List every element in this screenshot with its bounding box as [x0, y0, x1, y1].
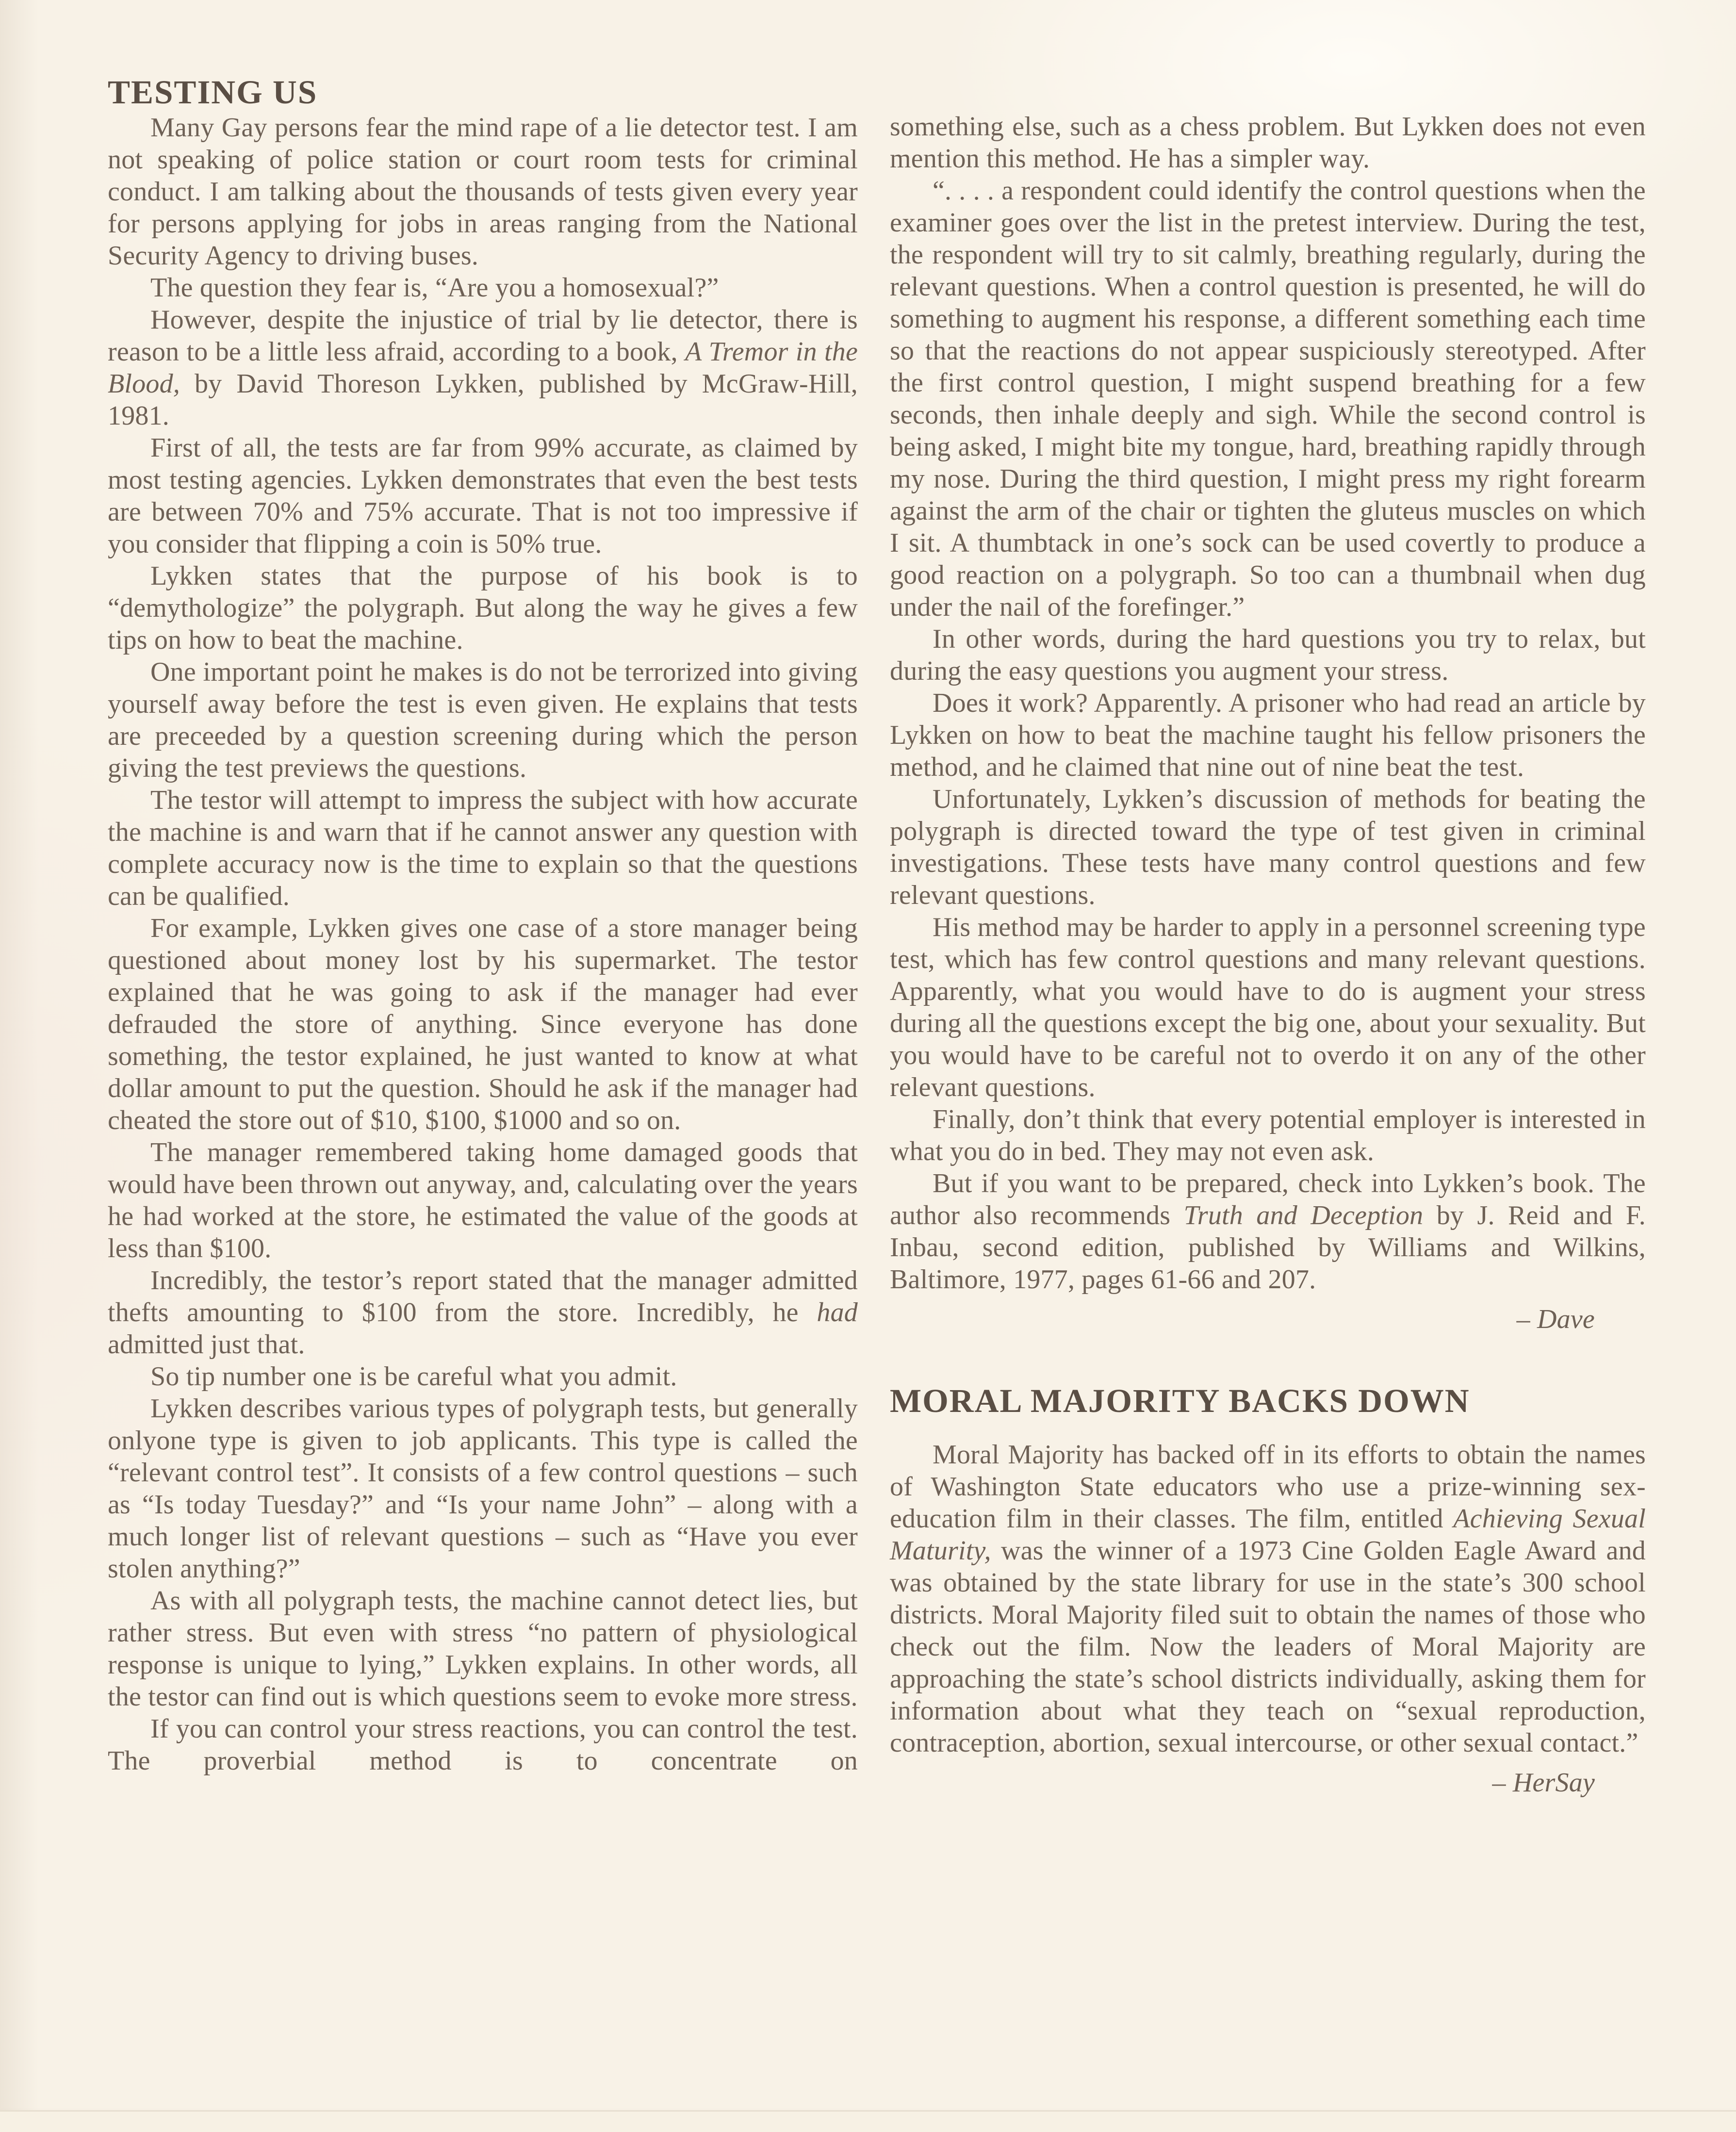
paragraph	[108, 1393, 858, 1585]
testing-us-right-paragraphs	[890, 111, 1646, 1296]
text-run: One important point he makes is do not be terrorized into giving yourself away before the test is even given. He explains that tests are preceeded by a question screening during which the person giving the test previews the questions.	[108, 657, 858, 783]
paragraph	[108, 1713, 858, 1777]
paragraph	[108, 272, 858, 304]
page-below-edge	[0, 2112, 1736, 2132]
text-run: The testor will attempt to impress the subject with how accurate the machine is and warn that if he cannot answer any question with complete accuracy now is the time to explain so that the questions can be qualified.	[108, 785, 858, 911]
paragraph	[890, 687, 1646, 783]
moral-majority-paragraphs	[890, 1439, 1646, 1759]
text-run: had	[817, 1297, 858, 1328]
paragraph	[108, 304, 858, 432]
text-run: A Tremor in the Blood,	[108, 337, 858, 399]
text-run: was the winner of a 1973 Cine Golden Eagle Award and was obtained by the state library for use in the state’s 300 school districts. Moral Majority filed suit to obtain the names of those who check out the film. Now the leaders of Moral Majority are approaching the state’s school districts individually, asking them for information about what they teach on “sexual reproduction, contraception, abortion, sexual intercourse, or other sexual contact.”	[890, 1536, 1646, 1758]
text-run: by David Thoreson Lykken, published by McGraw-Hill, 1981.	[108, 369, 858, 431]
text-run: Lykken describes various types of polygraph tests, but generally onlyone type is given to job applicants. This type is called the “relevant control test”. It consists of a few control questions – such as “Is today Tuesday?” and “Is your name John” – along with a much longer list of relevant questions – such as “Have you ever stolen anything?”	[108, 1394, 858, 1584]
text-run: Does it work? Apparently. A prisoner who had read an article by Lykken on how to beat the machine taught his fellow prisoners the method, and he claimed that nine out of nine beat the test.	[890, 688, 1646, 782]
paragraph	[890, 623, 1646, 687]
paragraph	[108, 1361, 858, 1393]
text-run: However, despite the injustice of trial by lie detector, there is reason to be a little less afraid, according to a book,	[108, 305, 858, 367]
paragraph	[890, 175, 1646, 623]
byline-dave: – Dave	[1516, 1304, 1595, 1334]
text-run: Achieving Sexual Maturity,	[890, 1504, 1646, 1566]
text-run: First of all, the tests are far from 99% accurate, as claimed by most testing agencies. Lykken demonstrates that even the best tests are between 70% and 75% accurate. That is not too impressive if you consider that flipping a coin is 50% true.	[108, 433, 858, 559]
paragraph	[108, 1264, 858, 1361]
paragraph	[890, 1439, 1646, 1759]
text-run: His method may be harder to apply in a personnel screening type test, which has few control questions and many relevant questions. Apparently, what you would have to do is augment your stress during all the questions except the big one, about your sexuality. But you would have to be careful not to overdo it on any of the other relevant questions.	[890, 912, 1646, 1102]
paragraph	[890, 1167, 1646, 1296]
text-run: The question they fear is, “Are you a homosexual?”	[150, 273, 719, 303]
text-run: by J. Reid and F. Inbau, second edition, published by Williams and Wilkins, Baltimore, 1977, pages 61-66 and 207.	[890, 1200, 1646, 1295]
text-run: Unfortunately, Lykken’s discussion of methods for beating the polygraph is directed toward the type of test given in criminal investigations. These tests have many control questions and few relevant questions.	[890, 784, 1646, 910]
paragraph	[108, 1136, 858, 1264]
paragraph	[108, 784, 858, 912]
right-column	[890, 111, 1646, 1799]
text-run: If you can control your stress reactions, you can control the test. The proverbial method is to concentrate on	[108, 1714, 858, 1776]
paragraph	[890, 1103, 1646, 1167]
text-run: something else, such as a chess problem. But Lykken does not even mention this method. He has a simpler way.	[890, 112, 1646, 174]
text-run: “. . . . a respondent could identify the control questions when the examiner goes over the list in the pretest interview. During the test, the respondent will try to sit calmly, breathing regularly, during the relevant questions. When a control question is presented, he will do something to augment his response, a different something each time so that the reactions do not appear suspiciously stereotyped. After the first control question, I might suspend breathing for a few seconds, then inhale deeply and sigh. While the second control is being asked, I might bite my tongue, hard, breathing rapidly through my nose. During the third question, I might press my right forearm against the arm of the chair or tighten the gluteus muscles on which I sit. A thumbtack in one’s sock can be used covertly to produce a good reaction on a polygraph. So too can a thumbnail when dug under the nail of the forefinger.”	[890, 176, 1646, 622]
text-run: Lykken states that the purpose of his book is to “demythologize” the polygraph. But along the way he gives a few tips on how to beat the machine.	[108, 561, 858, 655]
article-title-testing-us: TESTING US	[108, 74, 318, 111]
text-run: For example, Lykken gives one case of a store manager being questioned about money lost by his supermarket. The testor explained that he was going to ask if the manager had ever defrauded the store of anything. Since everyone has done something, the testor explained, he just wanted to know at what dollar amount to put the question. Should he ask if the manager had cheated the store out of $10, $100, $1000 and so on.	[108, 913, 858, 1135]
paragraph	[108, 1585, 858, 1713]
text-run: Many Gay persons fear the mind rape of a lie detector test. I am not speaking of police station or court room tests for criminal conduct. I am talking about the thousands of tests given every year for persons applying for jobs in areas ranging from the National Security Agency to driving buses.	[108, 113, 858, 271]
paragraph	[890, 911, 1646, 1103]
text-run: But if you want to be prepared, check into Lykken’s book. The author also recommends	[890, 1168, 1646, 1230]
paragraph	[108, 112, 858, 272]
text-run: In other words, during the hard questions you try to relax, but during the easy questions you augment your stress.	[890, 624, 1646, 686]
article-title-moral-majority: MORAL MAJORITY BACKS DOWN	[890, 1382, 1470, 1419]
paragraph	[108, 656, 858, 784]
left-column	[108, 73, 858, 1777]
paragraph	[890, 783, 1646, 911]
paragraph	[108, 912, 858, 1136]
text-run: Incredibly, the testor’s report stated that the manager admitted thefts amounting to $100 from the store. Incredibly, he	[108, 1265, 858, 1328]
text-run: So tip number one is be careful what you admit.	[150, 1361, 677, 1392]
paragraph	[890, 111, 1646, 175]
text-run: As with all polygraph tests, the machine cannot detect lies, but rather stress. But even with stress “no pattern of physiological response is unique to lying,” Lykken explains. In other words, all the testor can find out is which questions seem to evoke more stress.	[108, 1586, 858, 1712]
text-run: The manager remembered taking home damaged goods that would have been thrown out anyway, and, calculating over the years he had worked at the store, he estimated the value of the goods at less than $100.	[108, 1137, 858, 1263]
byline-hersay: – HerSay	[1492, 1768, 1595, 1798]
paragraph	[108, 560, 858, 656]
text-run: Finally, don’t think that every potential employer is interested in what you do in bed. They may not even ask.	[890, 1104, 1646, 1166]
text-run: admitted just that.	[108, 1329, 305, 1360]
text-run: Moral Majority has backed off in its efforts to obtain the names of Washington State educators who use a prize-winning sex-education film in their classes. The film, entitled	[890, 1440, 1646, 1534]
paragraph	[108, 432, 858, 560]
testing-us-left-paragraphs	[108, 112, 858, 1777]
text-run: Truth and Deception	[1183, 1200, 1424, 1230]
